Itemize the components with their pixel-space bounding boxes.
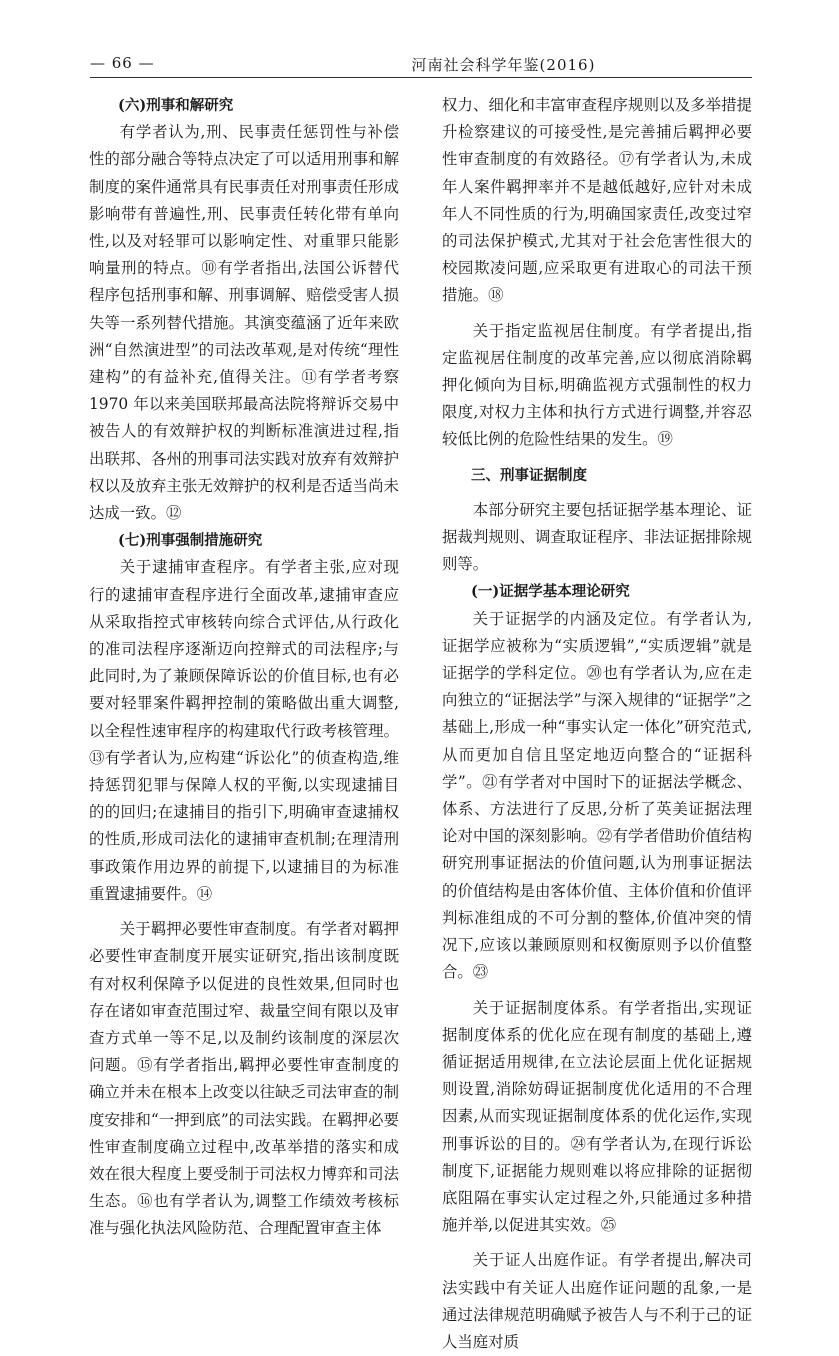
header-rule xyxy=(90,77,752,78)
paragraph-gap xyxy=(89,908,399,916)
paragraph: 关于证人出庭作证。有学者提出,解决司法实践中有关证人出庭作证问题的乱象,一是通过法律规范明确赋予被告人与不利于己的证人当庭对质 xyxy=(442,1251,752,1351)
paragraph-gap xyxy=(442,1239,752,1247)
paragraph: 关于证据制度体系。有学者指出,实现证据制度体系的优化应在现有制度的基础上,遵循证据适用规律,在立法论层面上优化证据规则设置,消除妨碍证据制度优化适用的不合理因素,从而实现证据制度体系的优化运作,实现刑事诉讼的目的。㉔有学者认为,在现行诉讼制度下,证据能力规则难以将应排除的证据彻底阻隔在事实认定过程之外,只能通过多种措施并举,以促进其实效。㉕ xyxy=(442,998,752,1235)
section-heading-six: (六)刑事和解研究 xyxy=(118,97,234,114)
paragraph: 有学者认为,刑、民事责任惩罚性与补偿性的部分融合等特点决定了可以适用刑事和解制度的案件通常具有民事责任对刑事责任形成影响带有普遍性,刑、民事责任转化带有单向性,以及对轻罪可以影响定性、对重罪只能影响量刑的特点。⑩有学者指出,法国公诉替代程序包括刑事和解、刑事调解、赔偿受害人损失等一系列替代措施。其演变蕴涵了近年来欧洲“自然演进型”的司法改革观,是对传统“理性建构”的有益补充,值得关注。⑪有学者考察 1970 年以来美国联邦最高法院将辩诉交易中被告人的有效辩护权的判断标准演进过程,指出联邦、各州的刑事司法实践对放弃有效辩护权以及放弃主张无效辩护的权利是否适当尚未达成一致。⑫ xyxy=(89,123,399,523)
paragraph: 关于逮捕审查程序。有学者主张,应对现行的逮捕审查程序进行全面改革,逮捕审查应从采取指控式审核转向综合式评估,从行政化的准司法程序逐渐迈向控辩式的司法程序;与此同时,为了兼顾保障诉讼的价值目标,也有必要对轻罪案件羁押控制的策略做出重大调整,以全程性速审程序的构建取代行政考核管理。⑬有学者认为,应构建“诉讼化”的侦查构造,维持惩罚犯罪与保障人权的平衡,以实现逮捕目的的回归;在逮捕目的指引下,明确审查逮捕权的性质,形成司法化的逮捕审查机制;在理清刑事政策作用边界的前提下,以逮捕目的为标准重置逮捕要件。⑭ xyxy=(89,558,399,903)
paragraph: 关于羁押必要性审查制度。有学者对羁押必要性审查制度开展实证研究,指出该制度既有对权利保障予以促进的良性效果,但同时也存在诸如审查范围过窄、裁量空间有限以及审查方式单一等不足,以及制约该制度的深层次问题。⑮有学者指出,羁押必要性审查制度的确立并未在根本上改变以往缺乏司法审查的制度安排和“一押到底”的司法实践。在羁押必要性审查制度确立过程中,改革举措的落实和成效在很大程度上要受制于司法权力博弈和司法生态。⑯也有学者认为,调整工作绩效考核标准与强化执法风险防范、合理配置审查主体 xyxy=(89,920,399,1238)
paragraph-gap xyxy=(442,310,752,318)
paragraph: 关于指定监视居住制度。有学者提出,指定监视居住制度的改革完善,应以彻底消除羁押化倾向为目标,明确监视方式强制性的权力限度,对权力主体和执行方式进行调整,并容忍较低比例的危险性结果的发生。⑲ xyxy=(442,321,752,449)
paragraph: 本部分研究主要包括证据学基本理论、证据裁判规则、调查取证程序、非法证据排除规则等。 xyxy=(442,500,752,574)
section-heading-seven: (七)刑事强制措施研究 xyxy=(118,532,263,550)
page-number: — 66 — xyxy=(90,54,155,72)
paragraph-gap xyxy=(442,987,752,995)
paragraph: 关于证据学的内涵及定位。有学者认为,证据学应被称为“实质逻辑”,“实质逻辑”就是证据学的学科定位。⑳也有学者认为,应在走向独立的“证据法学”与深入规律的“证据学”之基础上,形成一种“事实认定一体化”研究范式,从而更加自信且坚定地迈向整合的“证据科学”。㉑有学者对中国时下的证据法学概念、体系、方法进行了反思,分析了英美证据法理论对中国的深刻影响。㉒有学者借助价值结构研究刑事证据法的价值问题,认为刑事证据法的价值结构是由客体价值、主体价值和价值评判标准组成的不可分割的整体,价值冲突的情况下,应该以兼顾原则和权衡原则予以价值整合。㉓ xyxy=(442,609,752,982)
paragraph: 权力、细化和丰富审查程序规则以及多举措提升检察建议的可接受性,是完善捕后羁押必要性审查制度的有效路径。⑰有学者认为,未成年人案件羁押率并不是越低越好,应针对未成年人不同性质的行为,明确国家责任,改变过窄的司法保护模式,尤其对于社会危害性很大的校园欺凌问题,应采取更有进取心的司法干预措施。⑱ xyxy=(442,96,752,305)
paragraph-gap xyxy=(442,489,752,497)
page-header xyxy=(90,48,752,78)
paragraph-gap xyxy=(442,454,752,462)
right-column xyxy=(442,92,752,1356)
left-column xyxy=(89,92,399,1243)
section-heading-one: (一)证据学基本理论研究 xyxy=(471,583,630,601)
section-heading-three: 三、刑事证据制度 xyxy=(471,466,587,484)
running-title: 河南社会科学年鉴(2016) xyxy=(411,56,596,74)
